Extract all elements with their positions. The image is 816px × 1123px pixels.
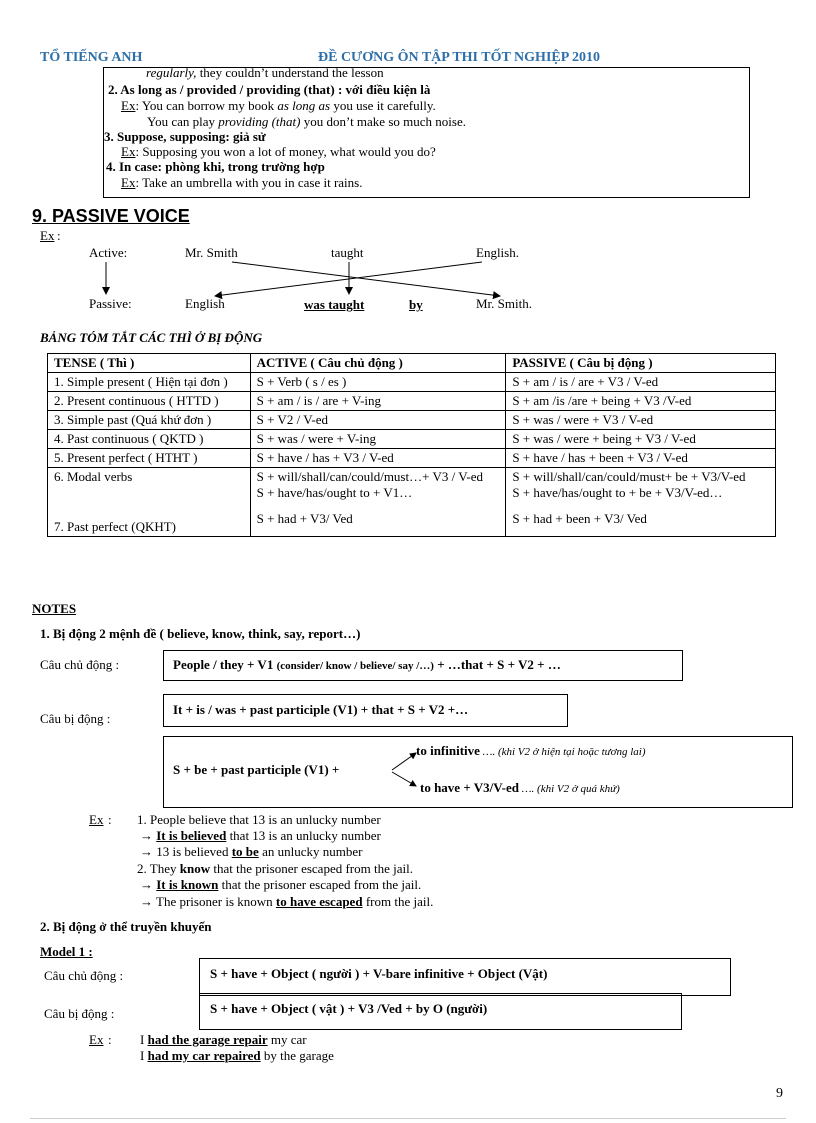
branch-top: to infinitive …. (khi V2 ở hiện tại hoặc tương lai) xyxy=(416,743,646,758)
passive-cell xyxy=(506,468,776,537)
item2-title: 2. As long as / provided / providing (that) : với điều kiện là xyxy=(108,82,431,97)
table-row xyxy=(48,449,776,468)
item2-example1: Ex: You can borrow my book as long as you use it carefully. xyxy=(121,98,436,113)
active-past-perfect: S + had + V3/ Ved xyxy=(256,511,353,526)
item2-example2: You can play providing (that) you don’t make so much noise. xyxy=(147,114,466,129)
active-verb: taught xyxy=(331,245,364,260)
active-modal: S + will/shall/can/could/must…+ V3 / V-ed xyxy=(256,469,484,484)
passive-past-perfect: S + had + been + V3/ Ved xyxy=(512,511,647,526)
arrow-icon: → xyxy=(140,844,157,859)
active-cell: S + am / is / are + V-ing xyxy=(250,392,506,411)
table-row xyxy=(48,430,776,449)
active-cell: S + was / were + V-ing xyxy=(250,430,506,449)
box-line0: regularly, they couldn’t understand the lesson xyxy=(146,65,384,80)
table-row xyxy=(48,411,776,430)
tense-past-perfect: 7. Past perfect (QKHT) xyxy=(54,519,177,534)
model-active-formula: S + have + Object ( người ) + V-bare infinitive + Object (Vật) xyxy=(210,966,548,981)
notes-ex-colon: : xyxy=(108,812,112,827)
passive-sentence-label: Câu bị động : xyxy=(40,711,111,726)
example-1b: → 13 is believed to be an unlucky number xyxy=(140,844,363,859)
example-2: 2. They know that the prisoner escaped from the jail. xyxy=(137,861,413,876)
tense-cell: 1. Simple present ( Hiện tại đơn ) xyxy=(48,373,251,392)
active-formula: People / they + V1 (consider/ know / believe/ say /…) + …that + S + V2 + … xyxy=(173,657,561,672)
passive-agent: Mr. Smith. xyxy=(476,296,532,311)
table-header-row xyxy=(48,354,776,373)
header-tense: TENSE ( Thì ) xyxy=(48,354,251,373)
passive-cell: S + have / has + been + V3 / V-ed xyxy=(506,449,776,468)
active-object: English. xyxy=(476,245,519,260)
branch-bottom: to have + V3/V-ed …. (khi V2 ở quá khứ) xyxy=(420,780,620,795)
example-2a: → It is known that the prisoner escaped from the jail. xyxy=(140,877,422,892)
example-2b: → The prisoner is known to have escaped from the jail. xyxy=(140,894,434,909)
tense-table xyxy=(47,353,776,537)
item4-title: 4. In case: phòng khi, trong trường hợp xyxy=(106,159,325,174)
model-ex-label: Ex xyxy=(89,1032,104,1047)
note2-title: 2. Bị động ở thể truyền khuyến xyxy=(40,919,212,934)
active-cell: S + V2 / V-ed xyxy=(250,411,506,430)
tense-cell xyxy=(48,468,251,537)
active-cell: S + Verb ( s / es ) xyxy=(250,373,506,392)
branch-arrow-down xyxy=(392,772,416,786)
notes-title: NOTES xyxy=(32,601,77,616)
example-1a: → It is believed that 13 is an unlucky number xyxy=(140,828,381,843)
arrow-icon: → xyxy=(140,828,157,843)
passive-subject: English xyxy=(185,296,225,311)
header-right: ĐỀ CƯƠNG ÔN TẬP THI TỐT NGHIỆP 2010 xyxy=(318,50,601,65)
passive-cell: S + am /is /are + being + V3 /V-ed xyxy=(506,392,776,411)
active-sentence-label: Câu chủ động : xyxy=(40,657,120,672)
arrow-icon: → xyxy=(140,894,157,909)
passive-modal: S + will/shall/can/could/must+ be + V3/V-ed xyxy=(512,469,746,484)
header-left: TỔ TIẾNG ANH xyxy=(40,50,143,65)
passive-by: by xyxy=(409,297,423,312)
passive-label: Passive: xyxy=(89,296,132,311)
table-caption: BẢNG TÓM TẮT CÁC THÌ Ở BỊ ĐỘNG xyxy=(40,330,263,345)
item4-example: Ex: Take an umbrella with you in case it rains. xyxy=(121,175,363,190)
active-cell xyxy=(250,468,506,537)
item3-example: Ex: Supposing you won a lot of money, what would you do? xyxy=(121,144,436,159)
header-passive: PASSIVE ( Câu bị động ) xyxy=(506,354,776,373)
passive-cell: S + am / is / are + V3 / V-ed xyxy=(506,373,776,392)
tense-cell: 2. Present continuous ( HTTD ) xyxy=(48,392,251,411)
model-passive-label: Câu bị động : xyxy=(44,1006,115,1021)
passive-cell: S + was / were + being + V3 / V-ed xyxy=(506,430,776,449)
tense-cell: 3. Simple past (Quá khứ đơn ) xyxy=(48,411,251,430)
header-active: ACTIVE ( Câu chủ động ) xyxy=(250,354,506,373)
table-row xyxy=(48,468,776,537)
passive-have: S + have/has/ought to + be + V3/V-ed… xyxy=(512,485,723,500)
model-example-1: I had the garage repair my car xyxy=(140,1032,307,1047)
notes-ex-label: Ex xyxy=(89,812,104,827)
arrow-icon: → xyxy=(140,877,157,892)
branch-arrow-up xyxy=(392,753,416,770)
ex-colon: : xyxy=(57,228,61,243)
section-title: 9. PASSIVE VOICE xyxy=(32,206,190,226)
active-label: Active: xyxy=(89,245,128,260)
active-cell: S + have / has + V3 / V-ed xyxy=(250,449,506,468)
transformation-arrows xyxy=(0,0,816,320)
note1-title: 1. Bị động 2 mệnh đề ( believe, know, think, say, report…) xyxy=(40,626,361,641)
model1-label: Model 1 : xyxy=(40,944,93,959)
table-row xyxy=(48,392,776,411)
example-1: 1. People believe that 13 is an unlucky number xyxy=(137,812,381,827)
footer-divider xyxy=(30,1118,786,1119)
arrow-subject-agent xyxy=(232,262,500,296)
active-have: S + have/has/ought to + V1… xyxy=(256,485,413,500)
page-number: 9 xyxy=(776,1086,783,1101)
passive-verb: was taught xyxy=(304,297,365,312)
passive-formula: It + is / was + past participle (V1) + that + S + V2 +… xyxy=(173,702,469,717)
model-active-label: Câu chủ động : xyxy=(44,968,124,983)
branch-formula: S + be + past participle (V1) + xyxy=(173,762,340,777)
model-example-2: I had my car repaired by the garage xyxy=(140,1048,334,1063)
table-row xyxy=(48,373,776,392)
tense-cell: 4. Past continuous ( QKTD ) xyxy=(48,430,251,449)
model-passive-formula: S + have + Object ( vật ) + V3 /Ved + by O (người) xyxy=(210,1001,488,1016)
active-subject: Mr. Smith xyxy=(185,245,238,260)
item3-title: 3. Suppose, supposing: giả sử xyxy=(104,129,266,144)
passive-cell: S + was / were + V3 / V-ed xyxy=(506,411,776,430)
tense-modal: 6. Modal verbs xyxy=(54,469,133,484)
model-ex-colon: : xyxy=(108,1032,112,1047)
tense-cell: 5. Present perfect ( HTHT ) xyxy=(48,449,251,468)
ex-label: Ex xyxy=(40,228,55,243)
